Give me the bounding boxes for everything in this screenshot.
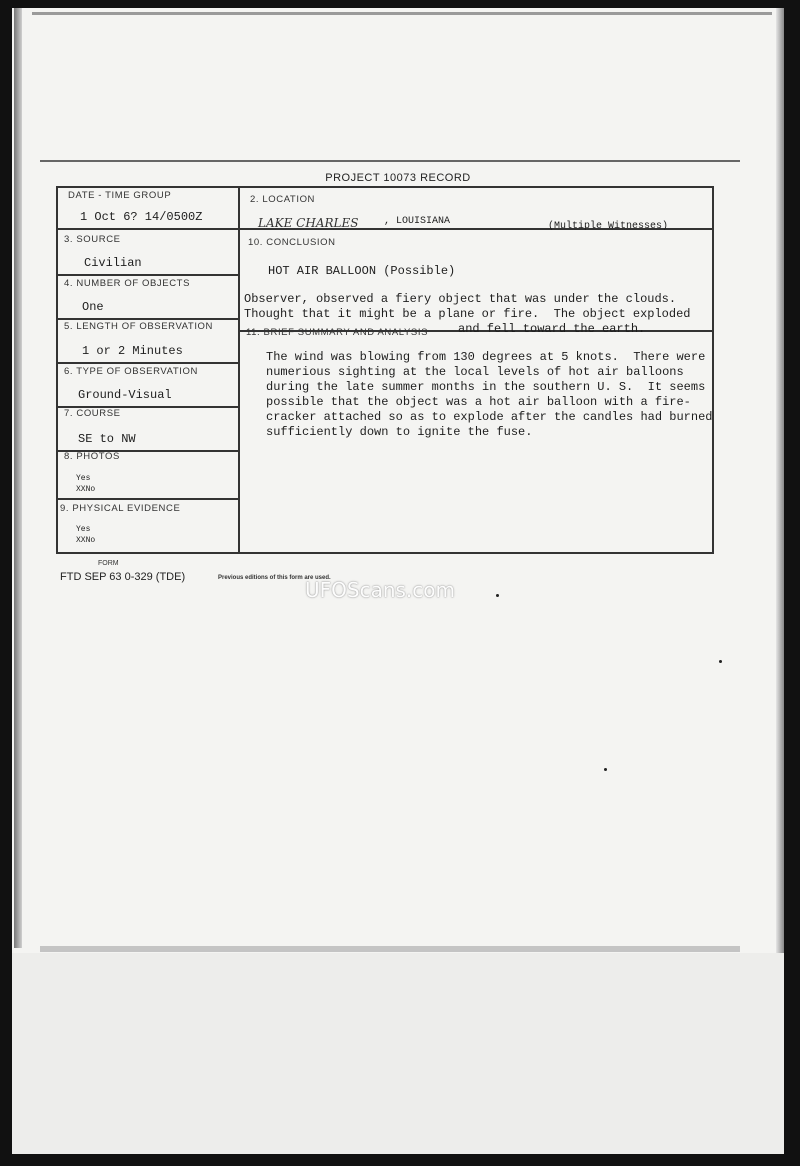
evidence-yes: Yes: [76, 525, 91, 534]
photos-label: 8. PHOTOS: [64, 451, 120, 462]
source-label: 3. SOURCE: [64, 234, 121, 245]
length-value: 1 or 2 Minutes: [82, 344, 183, 358]
date-value: 1 Oct 6? 14/0500Z: [80, 210, 203, 224]
footer-form-word: FORM: [98, 560, 119, 567]
stray-mark: [496, 594, 499, 597]
course-value: SE to NW: [78, 432, 136, 446]
watermark: UFOScans.com: [305, 578, 455, 602]
evidence-no: XXNo: [76, 536, 96, 545]
scan-edge-left: [14, 8, 22, 948]
conclusion-value: HOT AIR BALLOON (Possible): [268, 264, 456, 278]
observation-line: Observer, observed a fiery object that was under the clouds.: [244, 292, 677, 306]
row-rule: [58, 274, 238, 276]
location-label: 2. LOCATION: [250, 194, 316, 205]
row-rule: [58, 362, 238, 364]
scan-fold-line: [40, 946, 740, 952]
summary-line: possible that the object was a hot air balloon with a fire-: [266, 395, 691, 409]
scan-lower-band: [12, 953, 784, 1154]
row-rule: [58, 228, 238, 230]
row-rule: [58, 318, 238, 320]
objects-value: One: [82, 300, 104, 314]
summary-label: 11. BRIEF SUMMARY AND ANALYSIS: [246, 327, 429, 338]
summary-line: cracker attached so as to explode after the candles had burned: [266, 410, 713, 424]
observation-line: and fell toward the earth.: [458, 322, 646, 336]
source-value: Civilian: [84, 256, 142, 270]
course-label: 7. COURSE: [64, 408, 121, 419]
evidence-label: 9. PHYSICAL EVIDENCE: [60, 503, 181, 514]
row-rule: [58, 498, 238, 500]
type-value: Ground-Visual: [78, 388, 172, 402]
photos-yes: Yes: [76, 474, 91, 483]
objects-label: 4. NUMBER OF OBJECTS: [64, 278, 191, 289]
footer-note: Previous editions of this form are used.: [218, 575, 331, 581]
form-title: PROJECT 10073 RECORD: [325, 172, 471, 184]
summary-line: sufficiently down to ignite the fuse.: [266, 425, 533, 439]
scan-edge-top: [32, 12, 772, 15]
summary-text: [266, 350, 712, 440]
summary-line: numerious sighting at the local levels of hot air balloons: [266, 365, 684, 379]
summary-line: during the late summer months in the southern U. S. It seems: [266, 380, 706, 394]
type-label: 6. TYPE OF OBSERVATION: [64, 366, 198, 377]
column-divider: [238, 188, 240, 552]
photos-no: XXNo: [76, 485, 96, 494]
location-handwritten: LAKE CHARLES: [258, 216, 359, 230]
length-label: 5. LENGTH OF OBSERVATION: [64, 321, 214, 332]
date-label: DATE - TIME GROUP: [68, 190, 172, 201]
top-rule: [40, 160, 740, 162]
location-state: , LOUISIANA: [384, 216, 451, 227]
location-note: (Multiple Witnesses): [548, 221, 669, 232]
footer-form-code: FTD SEP 63 0-329 (TDE): [60, 571, 186, 583]
conclusion-label: 10. CONCLUSION: [248, 237, 336, 248]
summary-line: The wind was blowing from 130 degrees at 5 knots. There were: [266, 350, 706, 364]
stray-mark: [604, 768, 607, 771]
observation-line: Thought that it might be a plane or fire. The object exploded: [244, 307, 691, 321]
stray-mark: [719, 660, 722, 663]
